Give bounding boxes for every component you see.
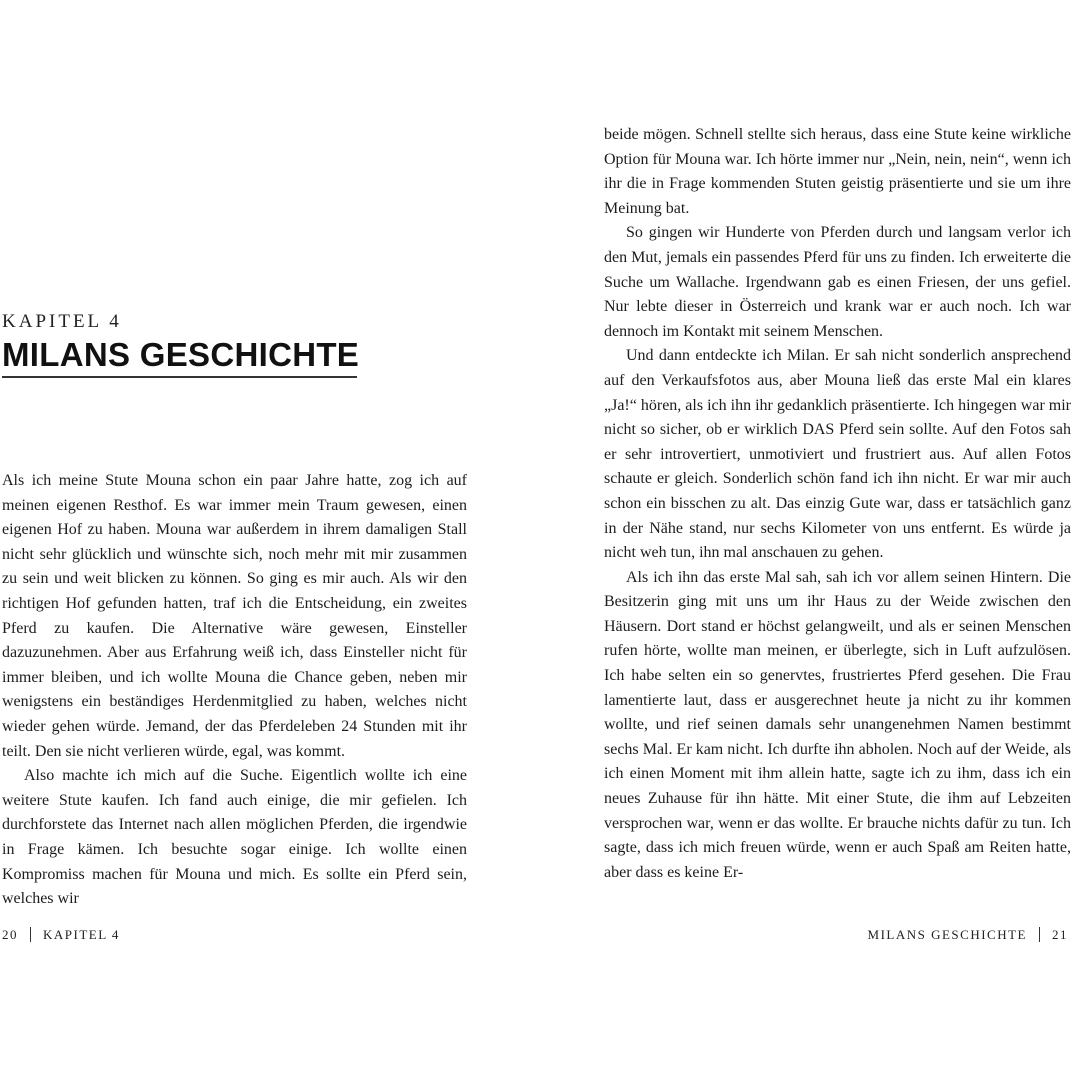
right-body-text <box>604 123 1071 885</box>
running-head: KAPITEL 4 <box>43 927 120 942</box>
folio-separator <box>1039 927 1040 942</box>
paragraph: Also machte ich mich auf die Suche. Eigentlich wollte ich eine weitere Stute kaufen. Ich fand auch einige, die mir gefielen. Ich durchforstete das Internet nach allen möglichen Pferden, die irgendwie in Frage kämen. Ich besuchte sogar einige. Ich wollte einen Kompromiss machen für Mouna und mich. Es sollte ein Pferd sein, welches wir <box>2 767 467 908</box>
left-page <box>0 0 470 1072</box>
page-number: 20 <box>2 927 18 942</box>
chapter-label: KAPITEL 4 <box>2 311 122 332</box>
right-folio <box>868 926 1068 944</box>
paragraph: So gingen wir Hunderte von Pferden durch und langsam verlor ich den Mut, jemals ein passendes Pferd für uns zu finden. Ich erweiterte die Suche um Wallache. Irgendwann gab es einen Friesen, der uns gefiel. Nur lebte dieser in Österreich und krank war er auch noch. Ich war dennoch im Kontakt mit seinem Menschen. <box>604 224 1071 340</box>
chapter-heading <box>2 310 362 378</box>
folio-separator <box>30 927 31 942</box>
left-body-text <box>2 469 467 912</box>
paragraph: Und dann entdeckte ich Milan. Er sah nicht sonderlich ansprechend auf den Verkaufsfotos aus, aber Mouna ließ das erste Mal ein klares „Ja!“ hören, als ich ihn ihr gedanklich präsentierte. Ich hingegen war mir nicht so sicher, ob er wirklich DAS Pferd sein sollte. Auf den Fotos sah er sehr introvertiert, unmotiviert und frustriert aus. Auf allen Fotos schaute er gleich. Sonderlich schön fand ich ihn nicht. Er war mir auch schon ein bisschen zu alt. Das einzig Gute war, dass er tatsächlich ganz in der Nähe stand, nur sechs Kilometer von uns entfernt. Es würde ja nicht weh tun, ihn mal anschauen zu gehen. <box>604 347 1071 562</box>
right-page <box>604 0 1072 1072</box>
chapter-title: MILANS GESCHICHTE <box>2 336 360 373</box>
chapter-title-rule <box>2 376 357 378</box>
paragraph: Als ich ihn das erste Mal sah, sah ich vor allem seinen Hintern. Die Besitzerin ging mit uns um ihr Haus zu der Weide zwischen den Häusern. Dort stand er höchst gelangweilt, und als er seinen Menschen rufen hörte, wollte man meinen, er überlegte, sich in Luft aufzulösen. Ich habe selten ein so genervtes, frustriertes Pferd gesehen. Die Frau lamentierte laut, dass er ausgerechnet heute ja nicht zu ihr kommen wollte, und rief seinen damals sehr unangenehmen Namen bestimmt sechs Mal. Er kam nicht. Ich durfte ihn abholen. Noch auf der Weide, als ich einen Moment mit ihm allein hatte, sagte ich zu ihm, dass ich ein neues Zuhause für ihn hätte. Mit einer Stute, die ihm auf Lebzeiten versprochen war, wenn er das wollte. Er brauche nichts dafür zu tun. Ich sagte, dass ich mich freuen würde, wenn er auch Spaß am Reiten hatte, aber dass es keine Er- <box>604 568 1071 881</box>
paragraph: Als ich meine Stute Mouna schon ein paar Jahre hatte, zog ich auf meinen eigenen Resthof. Es war immer mein Traum gewesen, einen eigenen Hof zu haben. Mouna war außerdem in ihrem damaligen Stall nicht sehr glücklich und wünschte sich, noch mehr mit mir zusammen zu sein und weit blicken zu können. So ging es mir auch. Als wir den richtigen Hof gefunden hatten, traf ich die Entscheidung, ein zweites Pferd zu kaufen. Die Alternative wäre gewesen, Einsteller dazuzunehmen. Aber aus Erfahrung weiß ich, dass Einsteller nicht für immer bleiben, und ich wollte Mouna die Chance geben, neben mir wenigstens ein beständiges Herdenmitglied zu haben, welches nicht wieder gehen würde. Jemand, der das Pferdeleben 24 Stunden mit ihr teilt. Den sie nicht verlieren würde, egal, was kommt. <box>2 472 467 760</box>
paragraph: beide mögen. Schnell stellte sich heraus, dass eine Stute keine wirkliche Option für Mouna war. Ich hörte immer nur „Nein, nein, nein“, wenn ich ihr die in Frage kommenden Stuten geistig präsentierte und sie um ihre Meinung bat. <box>604 126 1071 217</box>
left-folio <box>2 926 120 944</box>
running-head: MILANS GESCHICHTE <box>867 927 1027 942</box>
page-number: 21 <box>1052 927 1068 942</box>
